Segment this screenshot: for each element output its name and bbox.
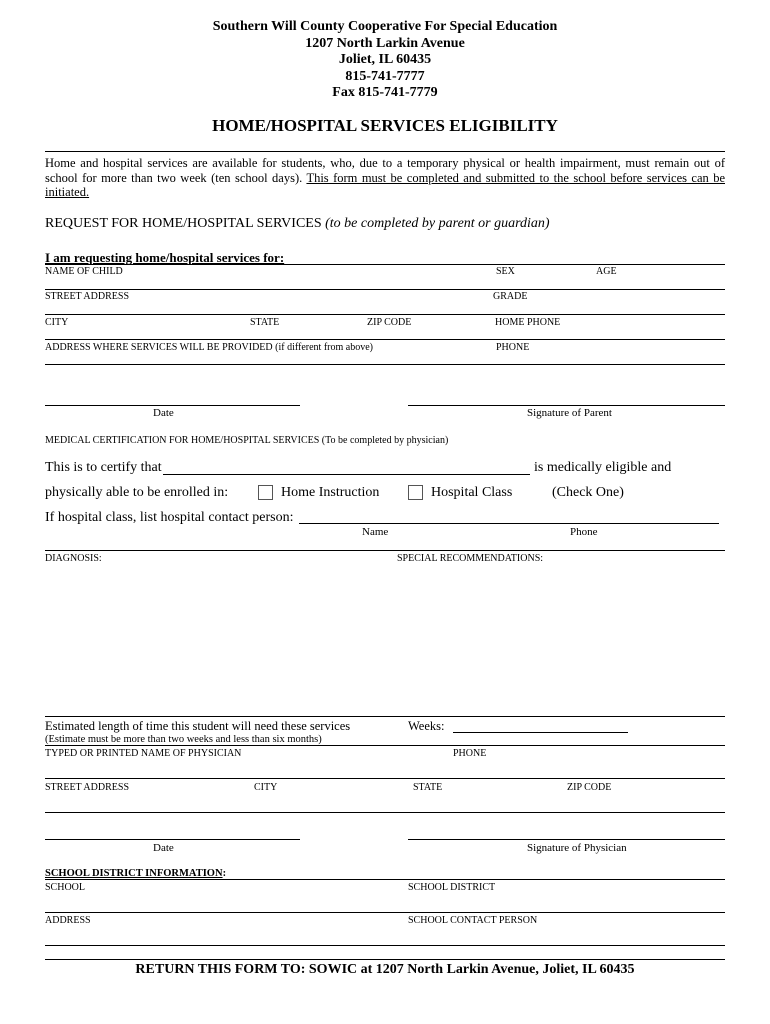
label-physician-signature: Signature of Physician	[527, 842, 627, 854]
label-street-address: STREET ADDRESS	[45, 291, 129, 302]
org-city: Joliet, IL 60435	[338, 52, 432, 67]
label-home-phone: HOME PHONE	[495, 317, 561, 328]
label-physician-state: STATE	[413, 782, 443, 793]
home-instruction-checkbox[interactable]	[258, 485, 273, 500]
intro-paragraph	[45, 156, 725, 200]
school-heading-text: SCHOOL DISTRICT INFORMATION	[45, 868, 223, 879]
org-name: Southern Will County Cooperative For Special Education	[212, 19, 558, 34]
request-heading-text: REQUEST FOR HOME/HOSPITAL SERVICES	[45, 216, 322, 231]
label-zip: ZIP CODE	[367, 317, 412, 328]
certify-student-line[interactable]	[163, 474, 530, 475]
divider	[45, 945, 725, 946]
label-contact-name: Name	[362, 526, 389, 538]
school-heading	[45, 868, 226, 879]
label-special-recommendations: SPECIAL RECOMMENDATIONS:	[397, 553, 544, 564]
parent-date-line[interactable]	[45, 405, 300, 406]
enroll-label: physically able to be enrolled in:	[45, 485, 229, 500]
label-sex: SEX	[496, 266, 515, 277]
intro-underlined: This form must be completed and submitted to the school before services can be initiated.	[45, 170, 725, 199]
divider	[45, 364, 725, 365]
check-one-note: (Check One)	[552, 485, 624, 500]
label-physician-street: STREET ADDRESS	[45, 782, 129, 793]
org-phone: 815-741-7777	[345, 69, 425, 84]
divider	[45, 778, 725, 779]
label-state: STATE	[250, 317, 280, 328]
hospital-contact-label: If hospital class, list hospital contact person:	[45, 510, 294, 525]
label-contact-phone: Phone	[570, 526, 598, 538]
label-school-contact: SCHOOL CONTACT PERSON	[408, 915, 538, 926]
hospital-contact-line[interactable]	[299, 523, 719, 524]
weeks-label: Weeks:	[408, 719, 445, 733]
physician-signature-line[interactable]	[408, 839, 725, 840]
school-heading-colon: :	[222, 868, 227, 879]
divider	[45, 339, 725, 340]
intro-text: Home and hospital services are available for students, who, due to a temporary physical or health impairment, must remain out of school for more than two week (ten school days).	[45, 156, 725, 185]
medical-heading: MEDICAL CERTIFICATION FOR HOME/HOSPITAL SERVICES (To be completed by physician)	[45, 435, 449, 446]
label-physician-city: CITY	[254, 782, 278, 793]
divider	[45, 289, 725, 290]
org-street: 1207 North Larkin Avenue	[305, 36, 465, 51]
label-grade: GRADE	[493, 291, 528, 302]
divider	[45, 264, 725, 265]
estimated-length-label: Estimated length of time this student will need these services	[45, 719, 351, 733]
weeks-line[interactable]	[453, 732, 628, 733]
label-physician-zip: ZIP CODE	[567, 782, 612, 793]
parent-signature-line[interactable]	[408, 405, 725, 406]
label-service-address: ADDRESS WHERE SERVICES WILL BE PROVIDED (if different from above)	[45, 342, 373, 353]
label-phone: PHONE	[496, 342, 530, 353]
page-title: HOME/HOSPITAL SERVICES ELIGIBILITY	[212, 116, 558, 135]
divider	[45, 879, 725, 880]
label-physician-name: TYPED OR PRINTED NAME OF PHYSICIAN	[45, 748, 242, 759]
divider	[45, 959, 725, 960]
label-parent-signature: Signature of Parent	[527, 407, 612, 419]
divider	[45, 550, 725, 551]
label-school-district: SCHOOL DISTRICT	[408, 882, 496, 893]
request-heading	[45, 216, 550, 232]
divider	[45, 912, 725, 913]
label-name-of-child: NAME OF CHILD	[45, 266, 123, 277]
request-heading-note: (to be completed by parent or guardian)	[325, 216, 550, 231]
label-age: AGE	[596, 266, 617, 277]
return-instructions: RETURN THIS FORM TO: SOWIC at 1207 North Larkin Avenue, Joliet, IL 60435	[135, 962, 635, 977]
divider	[45, 314, 725, 315]
divider	[45, 151, 725, 152]
label-physician-phone: PHONE	[453, 748, 487, 759]
label-parent-date: Date	[153, 407, 174, 419]
org-fax: Fax 815-741-7779	[332, 85, 438, 100]
label-school: SCHOOL	[45, 882, 86, 893]
divider	[45, 812, 725, 813]
label-school-address: ADDRESS	[45, 915, 91, 926]
request-subheading: I am requesting home/hospital services for:	[45, 250, 285, 265]
certify-prefix: This is to certify that	[45, 460, 162, 475]
label-city: CITY	[45, 317, 69, 328]
option-home-instruction: Home Instruction	[281, 485, 380, 500]
label-diagnosis: DIAGNOSIS:	[45, 553, 102, 564]
label-physician-date: Date	[153, 842, 174, 854]
option-hospital-class: Hospital Class	[431, 485, 513, 500]
divider	[45, 745, 725, 746]
physician-date-line[interactable]	[45, 839, 300, 840]
certify-suffix: is medically eligible and	[534, 460, 672, 475]
estimate-note: (Estimate must be more than two weeks and less than six months)	[45, 734, 322, 745]
hospital-class-checkbox[interactable]	[408, 485, 423, 500]
divider	[45, 716, 725, 717]
